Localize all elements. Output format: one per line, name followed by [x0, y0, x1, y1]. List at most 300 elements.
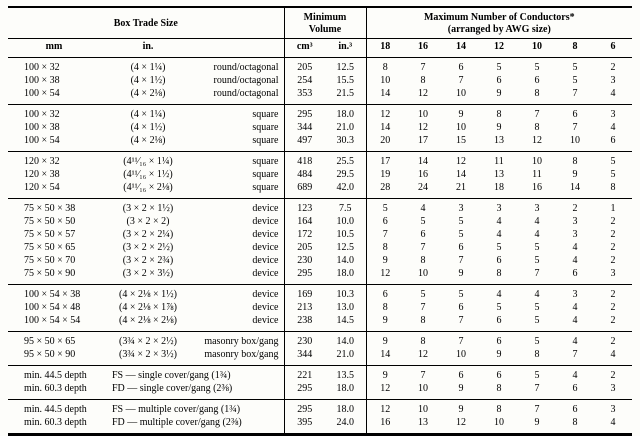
cell-box-shape: round/octagonal	[196, 87, 284, 105]
cell-conductors-awg-10: 8	[534, 87, 540, 99]
cell-conductors-awg-12: 4	[496, 288, 502, 300]
cell-conductors-awg-16: 10	[418, 108, 428, 120]
cell-conductors-awg-8: 6	[572, 108, 578, 120]
cell-volume-cm3: 172	[297, 228, 313, 240]
cell-conductors-awg-8: 5	[572, 61, 578, 73]
cell-conductors-awg-6: 2	[610, 314, 616, 326]
table-row	[8, 254, 632, 267]
cell-conductors-awg-14: 7	[458, 74, 464, 86]
table-row	[8, 314, 632, 332]
metal-boxes-table	[8, 6, 632, 436]
cell-trade-size-in: (4 × 1¼)	[130, 108, 166, 120]
header-max-conductors	[366, 7, 632, 39]
cell-trade-size-in: (4 × 2⅛)	[130, 87, 166, 99]
cell-volume-in3: 10.0	[325, 215, 366, 228]
cell-trade-size-mm: min. 60.3 depth	[24, 416, 87, 428]
cell-conductors-awg-8: 6	[572, 382, 578, 394]
cell-conductors-awg-10: 7	[534, 382, 540, 394]
header-awg-6: 6	[594, 39, 632, 58]
cell-conductors-awg-8: 3	[572, 288, 578, 300]
cell-volume-in3: 13.5	[325, 365, 366, 382]
cell-conductors-awg-6: 2	[610, 61, 616, 73]
header-awg-8: 8	[556, 39, 594, 58]
cell-volume-cm3: 484	[297, 168, 313, 180]
cell-conductors-awg-14: 9	[458, 267, 464, 279]
cell-conductors-awg-16: 10	[418, 403, 428, 415]
cell-trade-size-in: (3 × 2 × 3½)	[122, 267, 174, 279]
table-row	[8, 215, 632, 228]
cell-conductors-awg-6: 3	[610, 267, 616, 279]
cell-conductors-awg-14: 5	[458, 288, 464, 300]
cell-trade-size-mm: 100 × 54 × 54	[24, 314, 81, 326]
cell-conductors-awg-18: 6	[382, 288, 388, 300]
cell-conductors-awg-10: 4	[534, 228, 540, 240]
cell-trade-size-mm: 120 × 38	[24, 168, 60, 180]
cell-conductors-awg-14: 6	[458, 301, 464, 313]
cell-conductors-awg-16: 8	[420, 74, 426, 86]
cell-conductors-awg-8: 9	[572, 168, 578, 180]
cell-volume-cm3: 295	[297, 267, 313, 279]
cell-conductors-awg-8: 8	[572, 155, 578, 167]
table-row	[8, 416, 632, 435]
cell-conductors-awg-18: 8	[382, 301, 388, 313]
cell-volume-cm3: 213	[297, 301, 313, 313]
cell-conductors-awg-6: 3	[610, 108, 616, 120]
cell-volume-cm3: 230	[297, 335, 313, 347]
cell-conductors-awg-16: 10	[418, 267, 428, 279]
cell-trade-size-in: (3 × 2 × 1½)	[122, 202, 174, 214]
cell-conductors-awg-18: 28	[380, 181, 391, 193]
cell-conductors-awg-12: 8	[496, 108, 502, 120]
cell-conductors-awg-10: 5	[534, 61, 540, 73]
cell-conductors-awg-18: 6	[382, 215, 388, 227]
cell-conductors-awg-10: 5	[534, 301, 540, 313]
table-row	[8, 181, 632, 199]
cell-conductors-awg-16: 7	[420, 369, 426, 381]
cell-conductors-awg-6: 4	[610, 348, 616, 360]
cell-conductors-awg-14: 5	[458, 228, 464, 240]
cell-conductors-awg-8: 7	[572, 348, 578, 360]
cell-trade-size-mm: 100 × 54	[24, 87, 60, 99]
cell-conductors-awg-16: 8	[420, 254, 426, 266]
cell-volume-cm3: 689	[297, 181, 313, 193]
cell-conductors-awg-10: 7	[534, 108, 540, 120]
table-row	[8, 284, 632, 301]
cell-conductors-awg-18: 17	[380, 155, 391, 167]
cell-conductors-awg-18: 12	[380, 382, 391, 394]
cell-volume-cm3: 353	[297, 87, 313, 99]
cell-trade-size-mm: min. 60.3 depth	[24, 382, 87, 394]
cell-conductors-awg-12: 8	[496, 267, 502, 279]
cell-box-shape: device	[196, 198, 284, 215]
cell-trade-size-in: (3 × 2 × 2¼)	[122, 228, 174, 240]
header-awg-16: 16	[404, 39, 442, 58]
cell-volume-in3: 13.0	[325, 301, 366, 314]
cell-conductors-awg-8: 14	[570, 181, 580, 193]
cell-volume-in3: 29.5	[325, 168, 366, 181]
cell-conductors-awg-8: 4	[572, 254, 578, 266]
box-group	[8, 284, 632, 331]
cell-trade-size-in: FD — single cover/gang (2⅜)	[100, 382, 284, 400]
cell-box-shape: device	[196, 215, 284, 228]
header-shape-spacer	[196, 39, 284, 58]
cell-trade-size-mm: 120 × 54	[24, 181, 60, 193]
cell-volume-in3: 25.5	[325, 151, 366, 168]
cell-conductors-awg-6: 3	[610, 74, 616, 86]
table-row	[8, 301, 632, 314]
cell-conductors-awg-12: 9	[496, 121, 502, 133]
cell-trade-size-in: FD — multiple cover/gang (2⅜)	[100, 416, 284, 435]
cell-conductors-awg-14: 10	[456, 121, 466, 133]
cell-conductors-awg-14: 15	[456, 134, 466, 146]
cell-conductors-awg-8: 10	[570, 134, 580, 146]
cell-box-shape: device	[196, 254, 284, 267]
cell-conductors-awg-6: 4	[610, 121, 616, 133]
cell-conductors-awg-8: 2	[572, 202, 578, 214]
cell-conductors-awg-6: 8	[610, 181, 616, 193]
cell-conductors-awg-16: 10	[418, 382, 428, 394]
cell-conductors-awg-8: 4	[572, 335, 578, 347]
cell-trade-size-in: (4 × 1½)	[130, 74, 166, 86]
cell-conductors-awg-14: 9	[458, 403, 464, 415]
cell-conductors-awg-16: 12	[418, 348, 428, 360]
cell-conductors-awg-10: 4	[534, 288, 540, 300]
cell-conductors-awg-12: 3	[496, 202, 502, 214]
cell-conductors-awg-14: 7	[458, 335, 464, 347]
cell-conductors-awg-6: 3	[610, 382, 616, 394]
cell-conductors-awg-10: 5	[534, 335, 540, 347]
cell-volume-in3: 10.3	[325, 284, 366, 301]
cell-trade-size-in: (3¾ × 2 × 3½)	[119, 348, 177, 360]
cell-conductors-awg-10: 5	[534, 369, 540, 381]
cell-volume-in3: 18.0	[325, 382, 366, 400]
cell-conductors-awg-6: 6	[610, 134, 616, 146]
cell-conductors-awg-8: 6	[572, 267, 578, 279]
cell-conductors-awg-6: 2	[610, 301, 616, 313]
cell-volume-in3: 7.5	[325, 198, 366, 215]
header-awg-14: 14	[442, 39, 480, 58]
cell-conductors-awg-10: 5	[534, 241, 540, 253]
cell-conductors-awg-14: 14	[456, 168, 466, 180]
cell-volume-in3: 18.0	[325, 267, 366, 285]
cell-conductors-awg-12: 13	[494, 168, 504, 180]
cell-conductors-awg-16: 16	[418, 168, 428, 180]
cell-conductors-awg-8: 4	[572, 301, 578, 313]
box-group	[8, 365, 632, 399]
table-row	[8, 74, 632, 87]
cell-conductors-awg-14: 5	[458, 215, 464, 227]
table-row	[8, 104, 632, 121]
cell-box-shape: square	[196, 151, 284, 168]
box-group	[8, 57, 632, 104]
header-box-trade-size-label: Box Trade Size	[113, 17, 178, 29]
cell-trade-size-in: (4 × 2⅛ × 2⅛)	[119, 314, 177, 326]
table-row	[8, 168, 632, 181]
cell-volume-in3: 14.0	[325, 331, 366, 348]
cell-box-shape: square	[196, 181, 284, 199]
header-minimum-volume-line2: Volume	[308, 23, 342, 35]
table-row	[8, 365, 632, 382]
cell-conductors-awg-14: 10	[456, 87, 466, 99]
cell-conductors-awg-10: 8	[534, 121, 540, 133]
cell-conductors-awg-18: 14	[380, 121, 391, 133]
box-group	[8, 399, 632, 434]
cell-conductors-awg-16: 8	[420, 314, 426, 326]
cell-conductors-awg-12: 6	[496, 74, 502, 86]
cell-conductors-awg-6: 2	[610, 254, 616, 266]
cell-volume-in3: 18.0	[325, 399, 366, 416]
cell-volume-in3: 15.5	[325, 74, 366, 87]
table-row	[8, 134, 632, 152]
cell-trade-size-mm: 75 × 50 × 38	[24, 202, 76, 214]
cell-volume-cm3: 395	[297, 416, 313, 428]
cell-conductors-awg-16: 7	[420, 61, 426, 73]
cell-conductors-awg-8: 4	[572, 314, 578, 326]
cell-volume-cm3: 205	[297, 241, 313, 253]
cell-trade-size-in: (4 × 1½)	[130, 121, 166, 133]
cell-conductors-awg-12: 5	[496, 61, 502, 73]
cell-conductors-awg-10: 11	[532, 168, 542, 180]
cell-trade-size-mm: 95 × 50 × 65	[24, 335, 76, 347]
cell-conductors-awg-16: 12	[418, 121, 428, 133]
cell-conductors-awg-6: 1	[610, 202, 616, 214]
cell-conductors-awg-12: 4	[496, 228, 502, 240]
cell-box-shape: square	[196, 168, 284, 181]
cell-volume-in3: 12.5	[325, 57, 366, 74]
cell-conductors-awg-18: 9	[382, 314, 388, 326]
box-group	[8, 331, 632, 365]
cell-conductors-awg-12: 6	[496, 254, 502, 266]
cell-conductors-awg-18: 12	[380, 267, 391, 279]
cell-conductors-awg-18: 8	[382, 61, 388, 73]
cell-conductors-awg-18: 8	[382, 241, 388, 253]
cell-conductors-awg-16: 24	[418, 181, 428, 193]
cell-conductors-awg-14: 6	[458, 241, 464, 253]
cell-conductors-awg-6: 5	[610, 155, 616, 167]
cell-conductors-awg-8: 4	[572, 241, 578, 253]
cell-volume-cm3: 238	[297, 314, 313, 326]
cell-conductors-awg-6: 5	[610, 168, 616, 180]
cell-conductors-awg-14: 21	[456, 181, 466, 193]
cell-volume-in3: 12.5	[325, 241, 366, 254]
cell-trade-size-in: (4 × 2⅛ × 1⅞)	[119, 301, 177, 313]
box-group	[8, 104, 632, 151]
cell-trade-size-in: (3 × 2 × 2½)	[122, 241, 174, 253]
table-row	[8, 228, 632, 241]
cell-volume-in3: 21.5	[325, 87, 366, 105]
cell-conductors-awg-18: 9	[382, 254, 388, 266]
cell-conductors-awg-12: 10	[494, 416, 504, 428]
cell-volume-cm3: 295	[297, 382, 313, 394]
cell-box-shape: square	[196, 104, 284, 121]
cell-volume-cm3: 344	[297, 121, 313, 133]
cell-conductors-awg-14: 9	[458, 382, 464, 394]
cell-conductors-awg-8: 6	[572, 403, 578, 415]
cell-conductors-awg-14: 7	[458, 314, 464, 326]
cell-conductors-awg-12: 6	[496, 314, 502, 326]
table-row	[8, 57, 632, 74]
cell-volume-cm3: 344	[297, 348, 313, 360]
cell-conductors-awg-16: 4	[420, 202, 426, 214]
cell-conductors-awg-12: 6	[496, 335, 502, 347]
cell-conductors-awg-10: 8	[534, 348, 540, 360]
cell-conductors-awg-8: 7	[572, 121, 578, 133]
header-mm: mm	[8, 39, 100, 58]
cell-conductors-awg-16: 12	[418, 87, 428, 99]
cell-conductors-awg-12: 5	[496, 241, 502, 253]
cell-volume-in3: 18.0	[325, 104, 366, 121]
cell-conductors-awg-16: 7	[420, 241, 426, 253]
table-row	[8, 241, 632, 254]
cell-trade-size-mm: 95 × 50 × 90	[24, 348, 76, 360]
cell-conductors-awg-18: 7	[382, 228, 388, 240]
header-in3: in.³	[325, 39, 366, 58]
cell-volume-cm3: 497	[297, 134, 313, 146]
header-minimum-volume	[284, 7, 366, 39]
cell-trade-size-in: (4¹¹⁄₁₆ × 2⅛)	[123, 181, 173, 193]
cell-conductors-awg-12: 8	[496, 382, 502, 394]
cell-trade-size-mm: 100 × 32	[24, 61, 60, 73]
cell-conductors-awg-18: 9	[382, 335, 388, 347]
cell-conductors-awg-18: 5	[382, 202, 388, 214]
cell-box-shape: square	[196, 134, 284, 152]
cell-conductors-awg-14: 12	[456, 416, 466, 428]
cell-conductors-awg-18: 12	[380, 403, 391, 415]
cell-conductors-awg-6: 2	[610, 288, 616, 300]
cell-trade-size-mm: 75 × 50 × 70	[24, 254, 76, 266]
cell-volume-cm3: 254	[297, 74, 313, 86]
header-in: in.	[100, 39, 196, 58]
cell-trade-size-in: (4¹¹⁄₁₆ × 1½)	[123, 168, 173, 180]
cell-trade-size-mm: 100 × 54 × 48	[24, 301, 81, 313]
cell-conductors-awg-8: 7	[572, 87, 578, 99]
table-row	[8, 267, 632, 285]
cell-conductors-awg-16: 7	[420, 301, 426, 313]
cell-conductors-awg-14: 10	[456, 348, 466, 360]
cell-box-shape: masonry box/gang	[196, 348, 284, 366]
cell-conductors-awg-12: 8	[496, 403, 502, 415]
table-row	[8, 87, 632, 105]
table-row	[8, 399, 632, 416]
cell-trade-size-mm: 75 × 50 × 57	[24, 228, 76, 240]
table-header	[8, 7, 632, 57]
header-minimum-volume-line1: Minimum	[303, 12, 347, 23]
table-row	[8, 121, 632, 134]
cell-trade-size-in: (4¹¹⁄₁₆ × 1¼)	[123, 155, 173, 167]
cell-conductors-awg-10: 5	[534, 254, 540, 266]
table-row	[8, 348, 632, 366]
cell-volume-cm3: 205	[297, 61, 313, 73]
cell-volume-cm3: 221	[297, 369, 313, 381]
table-row	[8, 331, 632, 348]
cell-volume-in3: 21.0	[325, 348, 366, 366]
cell-volume-in3: 30.3	[325, 134, 366, 152]
cell-conductors-awg-12: 11	[494, 155, 504, 167]
cell-conductors-awg-8: 5	[572, 74, 578, 86]
cell-volume-cm3: 295	[297, 403, 313, 415]
cell-conductors-awg-10: 7	[534, 267, 540, 279]
cell-box-shape: device	[196, 284, 284, 301]
cell-trade-size-in: (3 × 2 × 2¾)	[122, 254, 174, 266]
cell-box-shape: device	[196, 267, 284, 285]
cell-trade-size-mm: 75 × 50 × 65	[24, 241, 76, 253]
cell-volume-in3: 10.5	[325, 228, 366, 241]
header-max-conductors-line2: (arranged by AWG size)	[447, 23, 551, 35]
cell-conductors-awg-18: 16	[380, 416, 391, 428]
cell-trade-size-mm: 100 × 38	[24, 121, 60, 133]
header-awg-18: 18	[366, 39, 404, 58]
cell-box-shape: square	[196, 121, 284, 134]
cell-trade-size-in: FS — multiple cover/gang (1¾)	[100, 399, 284, 416]
cell-trade-size-mm: 75 × 50 × 90	[24, 267, 76, 279]
cell-trade-size-in: (4 × 1¼)	[130, 61, 166, 73]
cell-conductors-awg-14: 3	[458, 202, 464, 214]
cell-trade-size-mm: 75 × 50 × 50	[24, 215, 76, 227]
cell-volume-cm3: 418	[297, 155, 313, 167]
cell-box-shape: device	[196, 301, 284, 314]
cell-trade-size-mm: 120 × 32	[24, 155, 60, 167]
cell-volume-cm3: 230	[297, 254, 313, 266]
cell-conductors-awg-18: 12	[380, 108, 391, 120]
cell-conductors-awg-16: 5	[420, 215, 426, 227]
cell-box-shape: round/octagonal	[196, 74, 284, 87]
cell-volume-in3: 21.0	[325, 121, 366, 134]
cell-conductors-awg-10: 7	[534, 403, 540, 415]
cell-volume-in3: 24.0	[325, 416, 366, 435]
cell-conductors-awg-18: 14	[380, 87, 391, 99]
cell-conductors-awg-10: 10	[532, 155, 542, 167]
cell-conductors-awg-10: 5	[534, 314, 540, 326]
cell-conductors-awg-14: 7	[458, 254, 464, 266]
table-row	[8, 151, 632, 168]
cell-conductors-awg-10: 9	[534, 416, 540, 428]
cell-conductors-awg-6: 3	[610, 403, 616, 415]
cell-conductors-awg-6: 2	[610, 228, 616, 240]
table-row	[8, 198, 632, 215]
cell-conductors-awg-12: 13	[494, 134, 504, 146]
cell-trade-size-in: (3¾ × 2 × 2½)	[119, 335, 177, 347]
cell-conductors-awg-12: 4	[496, 215, 502, 227]
cell-conductors-awg-6: 2	[610, 241, 616, 253]
cell-conductors-awg-12: 9	[496, 87, 502, 99]
cell-conductors-awg-16: 17	[418, 134, 428, 146]
cell-trade-size-in: (4 × 2⅛ × 1½)	[119, 288, 177, 300]
cell-conductors-awg-14: 12	[456, 155, 466, 167]
cell-conductors-awg-8: 3	[572, 215, 578, 227]
box-group	[8, 151, 632, 198]
cell-conductors-awg-6: 4	[610, 416, 616, 428]
cell-volume-in3: 14.0	[325, 254, 366, 267]
cell-trade-size-mm: min. 44.5 depth	[24, 369, 87, 381]
header-subrow	[8, 39, 632, 58]
header-cm3: cm³	[284, 39, 325, 58]
header-box-trade-size	[8, 7, 284, 39]
cell-conductors-awg-16: 14	[418, 155, 428, 167]
cell-conductors-awg-12: 9	[496, 348, 502, 360]
cell-conductors-awg-8: 4	[572, 369, 578, 381]
cell-box-shape: device	[196, 314, 284, 332]
cell-conductors-awg-16: 5	[420, 288, 426, 300]
cell-conductors-awg-18: 19	[380, 168, 391, 180]
cell-conductors-awg-12: 18	[494, 181, 504, 193]
cell-volume-cm3: 164	[297, 215, 313, 227]
cell-trade-size-in: (3 × 2 × 2)	[126, 215, 170, 227]
cell-conductors-awg-18: 14	[380, 348, 391, 360]
cell-conductors-awg-14: 9	[458, 108, 464, 120]
cell-conductors-awg-6: 4	[610, 87, 616, 99]
cell-trade-size-mm: 100 × 54 × 38	[24, 288, 81, 300]
cell-conductors-awg-10: 12	[532, 134, 542, 146]
